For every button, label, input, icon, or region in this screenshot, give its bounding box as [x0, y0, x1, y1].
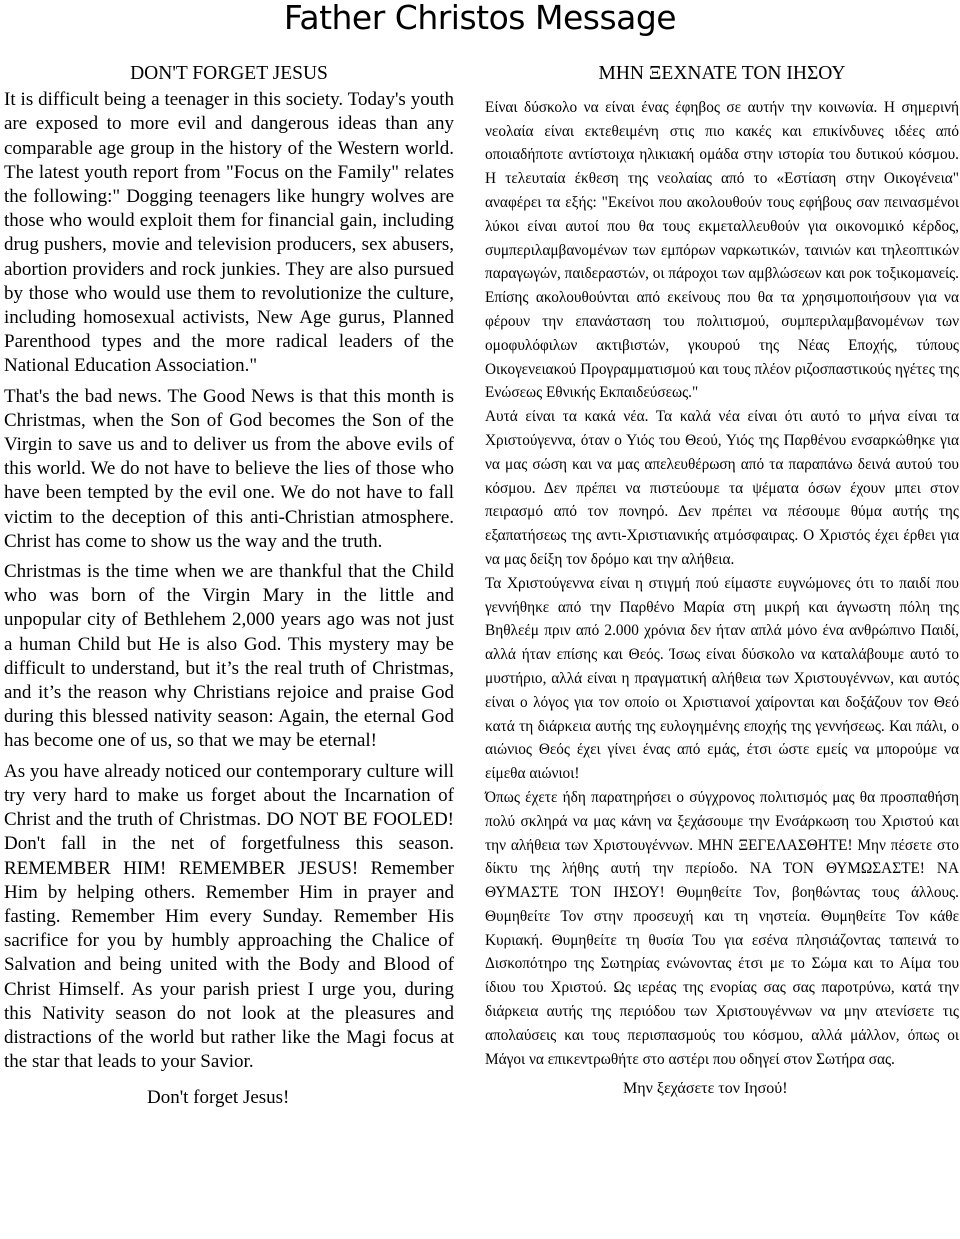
greek-paragraph: Είναι δύσκολο να είναι ένας έφηβος σε αυτήν την κοινωνία. Η σημερινή νεολαία είναι εκτεθειμένη στις πιο κακές και επικίνδυνες ιδέες από οποιαδήποτε αντίστοιχα ηλικιακή ομάδα στην ιστορία του δυτικού κόσμου. Η τελευταία έκθεση της νεολαίας από το «Εστίαση στην Οικογένεια" αναφέρει τα εξής: "Εκείνοι που ακολουθούν τους εφήβους σαν πεινασμένοι λύκοι είναι αυτοί που θα τους εκμεταλλευθούν για οικονομικό κέρδος, συμπεριλαμβανομένων των εμπόρων ναρκωτικών, ταινιών και τηλεοπτικών παραγωγών, παιδεραστών, οι πάροχοι των αμβλώσεων και ροκ τοξικομανείς. Επίσης ακολουθούνται από εκείνους που θα τα χρησιμοποιήσουν για να φέρουν την επανάσταση του πολιτισμού, συμπεριλαμβανομένων των ομοφυλόφιλων ακτιβιστών, γκουρού της Νέας Εποχής, τύπους Οικογενειακού Προγραμματισμού και τους πλέον ριζοσπαστικούς ηγέτες της Ενώσεως Εθνικής Εκπαιδεύσεως." — [485, 98, 959, 402]
english-closing: Don't forget Jesus! — [147, 1087, 290, 1109]
english-paragraph: It is difficult being a teenager in this society. Today's youth are exposed to more evil and dangerous ideas than any comparable age group in the history of the Western world. The latest youth report from "Focus on the Family" relates the following:" Dogging teenagers like hungry wolves are those who would exploit them for financial gain, including drug pushers, movie and television producers, sex abusers, abortion providers and rock junkies. They are also pursued by those who would use them to revolutionize the culture, including homosexual activists, New Age gurus, Planned Parenthood types and the more radical leaders of the National Education Association." — [4, 89, 454, 377]
greek-heading: ΜΗΝ ΞΕΧΝΑΤΕ ΤΟΝ ΙΗΣΟΥ — [598, 63, 846, 84]
greek-closing: Μην ξεχάσετε τον Ιησού! — [623, 1080, 788, 1098]
english-column — [4, 62, 454, 1111]
english-paragraph: As you have already noticed our contemporary culture will try very hard to make us forget about the Incarnation of Christ and the truth of Christmas. DO NOT BE FOOLED! Don't fall in the net of forgetfulness this season. REMEMBER HIM! REMEMBER JESUS! Remember Him by helping others. Remember Him in prayer and fasting. Remember Him every Sunday. Remember His sacrifice for you by humbly approaching the Chalice of Salvation and being united with the Body and Blood of Christ Himself. As your parish priest I urge you, during this Nativity season do not look at the pleasures and distractions of the world but rather like the Magi focus at the star that leads to your Savior. — [4, 760, 454, 1073]
greek-paragraph: Όπως έχετε ήδη παρατηρήσει ο σύγχρονος πολιτισμός μας θα προσπαθήση πολύ σκληρά να μας κάνη να ξεχάσουμε την Ενσάρκωση του Χριστού και την αλήθεια των Χριστουγέννων. ΜΗΝ ΞΕΓΕΛΑΣΘΗΤΕ! Μην πέσετε στο δίκτυ της λήθης αυτή την περίοδο. ΝΑ ΤΟΝ ΘΥΜΩΣΑΣΤΕ! ΝΑ ΘΥΜΑΣΤΕ ΤΟΝ ΙΗΣΟΥ! Θυμηθείτε Τον, βοηθώντας τους άλλους. Θυμηθείτε Τον στην προσευχή και τη νηστεία. Θυμηθείτε Τον κάθε Κυριακή. Θυμηθείτε τη θυσία Του για εσένα πλησιάζοντας ταπεινά το Δισκοπότηρο της Σωτηρίας ενώνοντας έτσι με το Σώμα και το Αίμα του ίδιου του Χριστού. Ως ιερέας της ενορίας σας σας παροτρύνω, κατά την διάρκεια αυτής της περιόδου των Χριστουγέννων να μην ατενίσετε τις απολαύσεις και τους περισπασμούς του κόσμου, αλλά μάλλον, όπως οι Μάγοι να επικεντρωθήτε στο αστέρι που οδηγεί στον Σωτήρα σας. — [485, 788, 959, 1068]
english-heading: DON'T FORGET JESUS — [130, 63, 328, 84]
english-paragraph: Christmas is the time when we are thankful that the Child who was born of the Virgin Mary in the little and unpopular city of Bethlehem 2,000 years ago was not just a human Child but He is also God. This mystery may be difficult to understand, but it’s the real truth of Christmas, and it’s the reason why Christians rejoice and praise God during this blessed nativity season: Again, the eternal God has become one of us, so that we may be eternal! — [4, 561, 454, 752]
page-title: Father Christos Message — [283, 0, 677, 37]
greek-paragraph: Τα Χριστούγεννα είναι η στιγμή πού είμαστε ευγνώμονες ότι το παιδί που γεννήθηκε από την Παρθένο Μαρία στη μικρή και άγνωστη πόλη της Βηθλεέμ πριν από 2.000 χρόνια δεν ήταν απλά μόνο ένα ανθρώπινο Παιδί, αλλά ήταν επίσης και Θεός. Ίσως είναι δύσκολο να καταλάβουμε αυτό το μυστήριο, αλλά είναι η πραγματική αλήθεια των Χριστουγέννων, και αυτός είναι ο λόγος για τον οποίο οι Χριστιανοί χαίρονται και δοξάζουν τον Θεό κατά τη διάρκεια αυτής της ευλογημένης εποχής της γεννήσεως. Και πάλι, ο αιώνιος Θεός έχει γίνει ένας από εμάς, έτσι ώστε εμείς να μπορούμε να είμεθα αιώνιοι! — [485, 574, 959, 783]
english-paragraph: That's the bad news. The Good News is that this month is Christmas, when the Son of God becomes the Son of the Virgin to save us and to deliver us from the above evils of this world. We do not have to believe the lies of those who have been tempted by the evil one. We do not have to fall victim to the deception of this anti-Christian atmosphere. Christ has come to show us the way and the truth. — [4, 385, 454, 552]
greek-column — [485, 62, 959, 1101]
greek-paragraph: Αυτά είναι τα κακά νέα. Τα καλά νέα είναι ότι αυτό το μήνα είναι τα Χριστούγεννα, όταν ο Υιός του Θεού, Υιός της Παρθένου ενσαρκώθηκε για να μας σώση και να μας απελευθέρωση από τα παραπάνω δεινά αυτού του κόσμου. Δεν πρέπει να πιστεύουμε τα ψέματα όσων έχουν μπει στον πειρασμό από τον πονηρό. Δεν πρέπει να πέσουμε θύμα αυτής της εξαπατήσεως της αντι-Χριστιανικής ατμόσφαιρας. Ο Χριστός έχει έρθει για να μας δείξη τον δρόμο και την αλήθεια. — [485, 408, 959, 568]
